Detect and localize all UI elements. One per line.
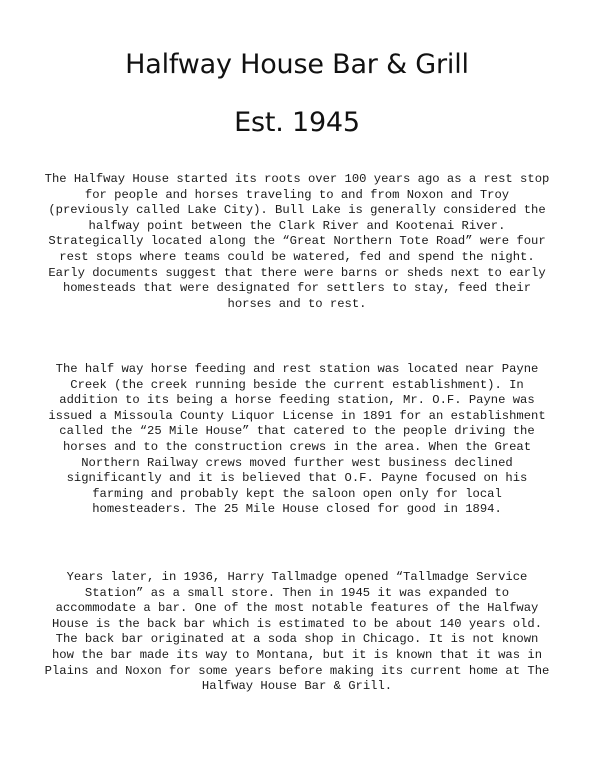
history-paragraph-2: The half way horse feeding and rest station was located near Payne Creek (the creek running beside the current establishment). In addition to its being a horse feeding station, Mr. O.F. Payne was issued a Missoula County Liquor License in 1891 for an establishment called the “25 Mile House” that catered to the people driving the horses and to the construction crews in the area. When the Great Northern Railway crews moved further west business declined significantly and it is believed that O.F. Payne focused on his farming and probably kept the saloon open only for local homesteaders. The 25 Mile House closed for good in 1894. bbox=[48, 362, 546, 517]
history-paragraph-3: Years later, in 1936, Harry Tallmadge opened “Tallmadge Service Station” as a small store. Then in 1945 it was expanded to accommodate a bar. One of the most notable features of the Halfway House is the back bar which is estimated to be about 140 years old. The back bar originated at a soda shop in Chicago. It is not known how the bar made its way to Montana, but it is known that it was in Plains and Noxon for some years before making its current home at The Halfway House Bar & Grill. bbox=[44, 570, 550, 694]
established-year: Est. 1945 bbox=[234, 107, 360, 138]
history-paragraph-1: The Halfway House started its roots over 100 years ago as a rest stop for people and horses traveling to and from Noxon and Troy (previously called Lake City). Bull Lake is generally considered the halfway point between the Clark River and Kootenai River. Strategically located along the “Great Northern Tote Road” were four rest stops where teams could be watered, fed and spend the night. Early documents suggest that there were barns or sheds next to early homesteads that were designated for settlers to stay, feed their horses and to rest. bbox=[44, 172, 550, 311]
page-title: Halfway House Bar & Grill bbox=[125, 49, 469, 80]
